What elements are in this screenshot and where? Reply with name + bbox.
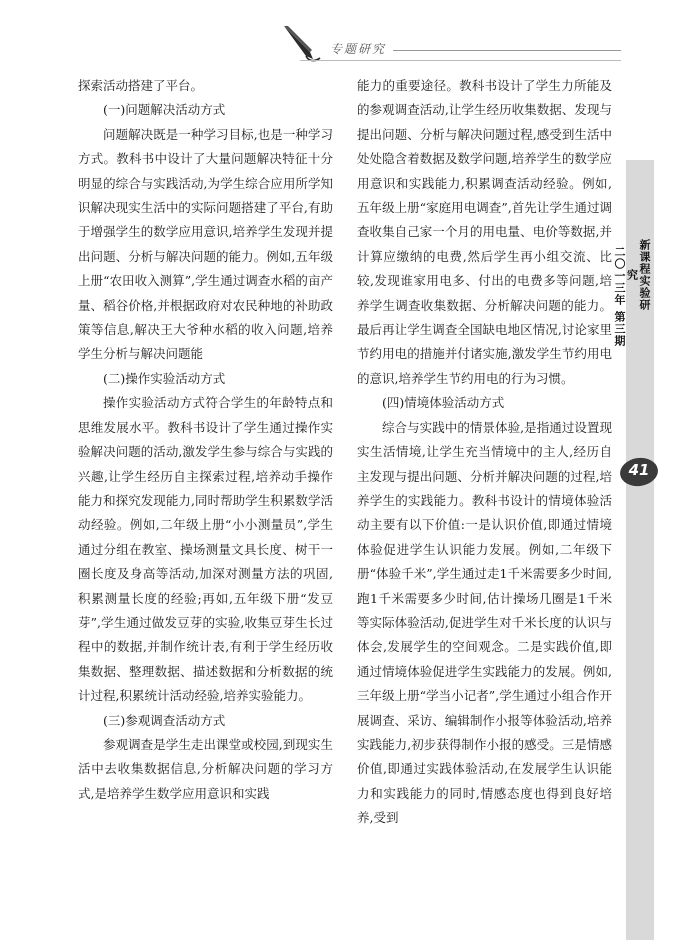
issue-label: 二〇一三年 第三期 (613, 246, 626, 347)
paragraph: 能力的重要途径。教科书设计了学生力所能及的参观调查活动,让学生经历收集数据、发现与提出问题、分析与解决问题过程,感受到生活中处处隐含着数据及数学问题,培养学生的数学应用意识和实践能力,积累调查活动经验。例如,五年级上册“家庭用电调查”,首先让学生通过调查收集自己家一个月的用电量、电价等数据,并计算应缴纳的电费,然后学生再小组交流、比较,发现谁家用电多、付出的电费多等问题,培养学生调查收集数据、分析解决问题的能力。最后再让学生调查全国缺电地区情况,讨论家里节约用电的措施并付诸实施,激发学生节约用电的意识,培养学生节约用电的行为习惯。 (357, 78, 612, 386)
column-name: 专题研究 (330, 42, 387, 56)
paragraph: 探索活动搭建了平台。 (78, 78, 204, 93)
section-heading: (一)问题解决活动方式 (103, 102, 226, 118)
journal-name: 新课程实验研究 (625, 239, 651, 311)
header-rule (393, 50, 621, 51)
page-number: 41 (628, 461, 650, 479)
paragraph: 综合与实践中的情景体验,是指通过设置现实生活情境,让学生充当情境中的主人,经历自主发现与提出问题、分析并解决问题的过程,培养学生的实践能力。教科书设计的情境体验活动主要有以下价值:一是认识价值,即通过情境体验促进学生认识能力发展。例如,二年级下册“体验千米”,学生通过走1千米需要多少时间,跑1千米需要多少时间,估计操场几圈是1千米等实际体验活动,促进学生对千米长度的认识与体会,发展学生的空间观念。二是实践价值,即通过情境体验促进学生实践能力的发展。例如,三年级上册“学当小记者”,学生通过小组合作开展调查、采访、编辑制作小报等体验活动,培养实践能力,初步获得制作小报的感受。三是情感价值,即通过实践体验活动,在发展学生认识能力和实践能力的同时,情感态度也得到良好培养,受到 (357, 419, 612, 826)
right-column (357, 74, 612, 831)
section-heading: (四)情境体验活动方式 (382, 395, 505, 411)
left-column (78, 74, 333, 806)
pen-icon (280, 22, 324, 64)
section-heading: (二)操作实验活动方式 (103, 370, 226, 386)
section-heading: (三)参观调查活动方式 (103, 712, 226, 728)
paragraph: 问题解决既是一种学习目标,也是一种学习方式。教科书中设计了大量问题解决特征十分明显的综合与实践活动,为学生综合应用所学知识解决现实生活中的实际问题搭建了平台,有助于增强学生的数学应用意识,培养学生发现并提出问题、分析与解决问题的能力。例如,五年级上册“农田收入测算”,学生通过调查水稻的亩产量、稻谷价格,并根据政府对农民种地的补助政策等信息,解决王大爷种水稻的收入问题,培养学生分析与解决问题能 (78, 126, 333, 362)
page-header (0, 0, 680, 70)
journal-sidebar (613, 238, 651, 347)
paragraph: 参观调查是学生走出课堂或校园,到现实生活中去收集数据信息,分析解决问题的学习方式,是培养学生数学应用意识和实践 (78, 736, 333, 801)
paragraph: 操作实验活动方式符合学生的年龄特点和思维发展水平。教科书设计了学生通过操作实验解决问题的活动,激发学生参与综合与实践的兴趣,让学生经历自主探索过程,培养动手操作能力和探究发现能力,同时帮助学生积累数学活动经验。例如,二年级上册“小小测量员”,学生通过分组在教室、操场测量文具长度、树干一圈长度及身高等活动,加深对测量方法的巩固,积累测量长度的经验;再如,五年级下册“发豆芽”,学生通过做发豆芽的实验,收集豆芽生长过程中的数据,并制作统计表,有利于学生经历收集数据、整理数据、描述数据和分析数据的统计过程,积累统计活动经验,培养实验能力。 (78, 395, 333, 704)
header-rule-lower (300, 60, 621, 61)
